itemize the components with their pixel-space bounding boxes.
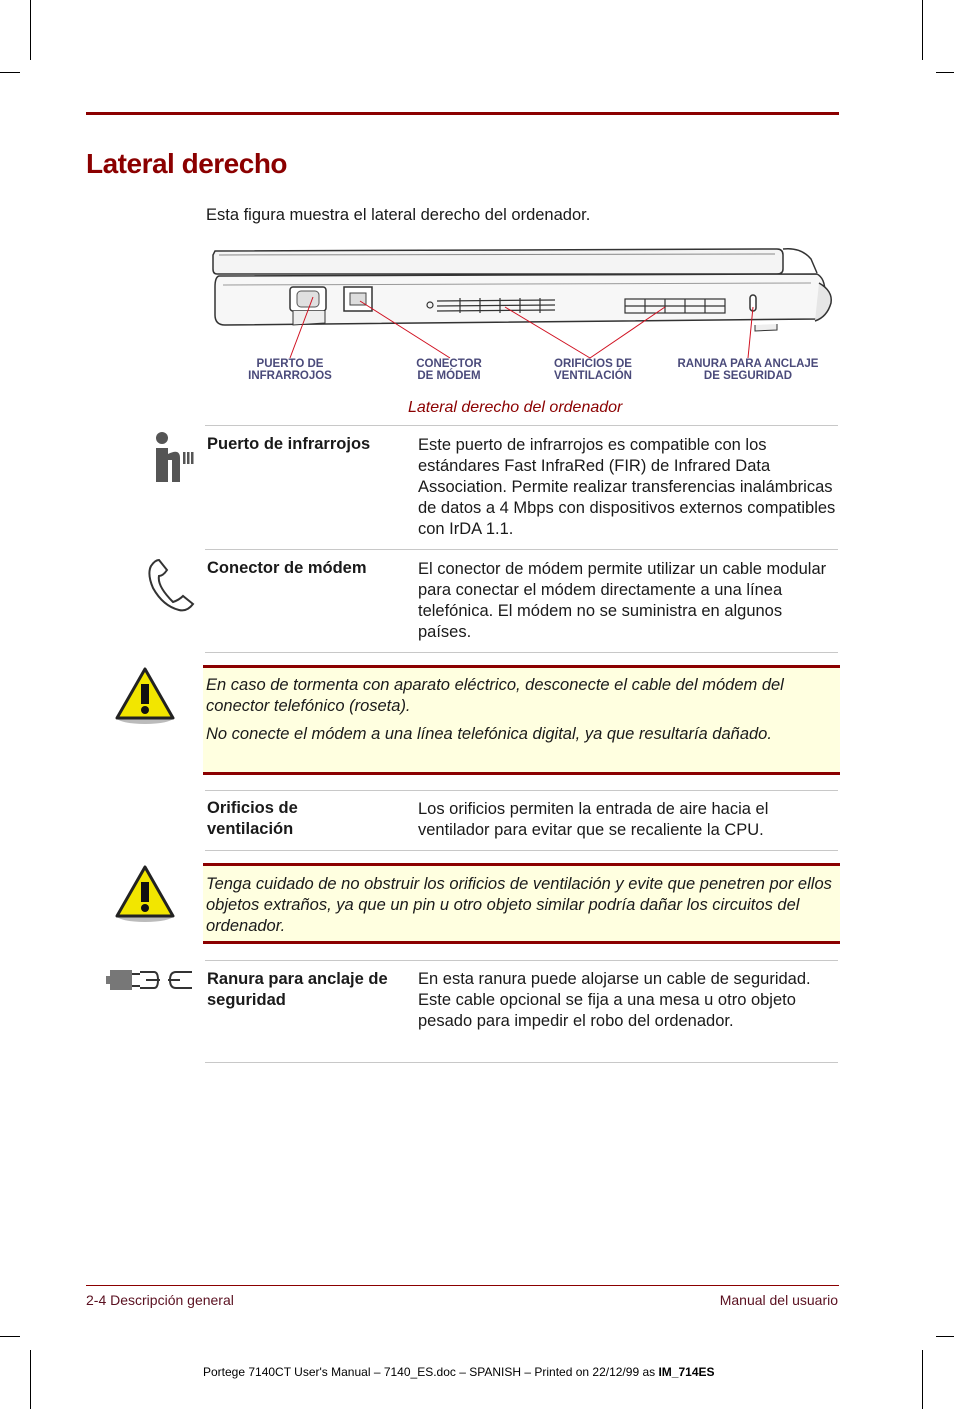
item-term: Conector de módem — [207, 559, 367, 577]
security-lock-icon — [106, 966, 196, 994]
crop-mark — [922, 0, 923, 60]
print-line-text: Portege 7140CT User's Manual – 7140_ES.doc – SPANISH – Printed on 22/12/99 as — [203, 1365, 659, 1379]
item-description: Los orificios permiten la entrada de aire hacia el ventilador para evitar que se recaliente la CPU. — [418, 800, 769, 839]
page-title: Lateral derecho — [86, 148, 288, 179]
callout-line: VENTILACIÓN — [554, 370, 632, 382]
item-description: En esta ranura puede alojarse un cable de seguridad. Este cable opcional se fija a una mesa u otro objeto pesado para impedir el robo del ordenador. — [418, 970, 811, 1030]
callout-infrared — [230, 358, 350, 382]
crop-mark — [30, 0, 31, 60]
row-divider — [205, 425, 838, 426]
crop-mark — [922, 1350, 923, 1409]
warning-icon — [114, 666, 176, 726]
callout-modem — [394, 358, 504, 382]
row-divider — [205, 652, 838, 653]
phone-icon — [145, 556, 195, 612]
item-description: El conector de módem permite utilizar un cable modular para conectar el módem directamente a una línea telefónica. El módem no se suministra en algunos países. — [418, 560, 827, 641]
callout-line: DE MÓDEM — [417, 370, 481, 382]
crop-mark — [30, 1350, 31, 1409]
callout-line: CONECTOR — [416, 358, 482, 370]
callout-line: PUERTO DE — [256, 358, 324, 370]
warning-icon — [114, 864, 176, 924]
footer-rule — [86, 1285, 839, 1286]
figure-caption: Lateral derecho del ordenador — [408, 399, 623, 416]
callout-line: INFRARROJOS — [248, 370, 332, 382]
warning-text: Tenga cuidado de no obstruir los orificios de ventilación y evite que penetren por ellos objetos extraños, ya que un pin u otro objeto similar podría dañar los circuitos del ordenador. — [206, 875, 832, 935]
warning-box — [203, 665, 840, 775]
infrared-icon — [152, 430, 196, 484]
intro-text: Esta figura muestra el lateral derecho del ordenador. — [206, 206, 591, 224]
print-line-code: IM_714ES — [658, 1365, 715, 1379]
row-divider — [205, 850, 838, 851]
item-term: Ranura para anclaje de seguridad — [207, 970, 388, 1009]
callout-line: RANURA PARA ANCLAJE — [677, 358, 819, 370]
callout-security-slot — [663, 358, 833, 382]
row-divider — [205, 960, 838, 961]
callout-vents — [533, 358, 653, 382]
warning-text: No conecte el módem a una línea telefónica digital, ya que resultaría dañado. — [206, 725, 772, 743]
warning-box — [203, 863, 840, 944]
callout-line: ORIFICIOS DE — [554, 358, 632, 370]
row-divider — [205, 790, 838, 791]
warning-text: En caso de tormenta con aparato eléctrico, desconecte el cable del módem del conector telefónico (roseta). — [206, 676, 784, 715]
item-description: Este puerto de infrarrojos es compatible con los estándares Fast InfraRed (FIR) de Infrared Data Association. Permite realizar transferencias inalámbricas de datos a 4 Mbps con dispositivos externos compatibles con IrDA 1.1. — [418, 436, 836, 538]
crop-mark — [936, 72, 954, 73]
crop-mark — [936, 1336, 954, 1337]
footer-manual-title: Manual del usuario — [719, 1292, 838, 1308]
item-term: Orificios de ventilación — [207, 799, 298, 838]
footer-section: 2-4 Descripción general — [86, 1292, 234, 1308]
callout-line: DE SEGURIDAD — [703, 370, 793, 382]
crop-mark — [0, 1336, 20, 1337]
header-rule — [86, 112, 839, 115]
row-divider — [205, 1062, 838, 1063]
print-line — [203, 1365, 715, 1379]
row-divider — [205, 549, 838, 550]
item-term: Puerto de infrarrojos — [207, 435, 371, 453]
crop-mark — [0, 72, 20, 73]
